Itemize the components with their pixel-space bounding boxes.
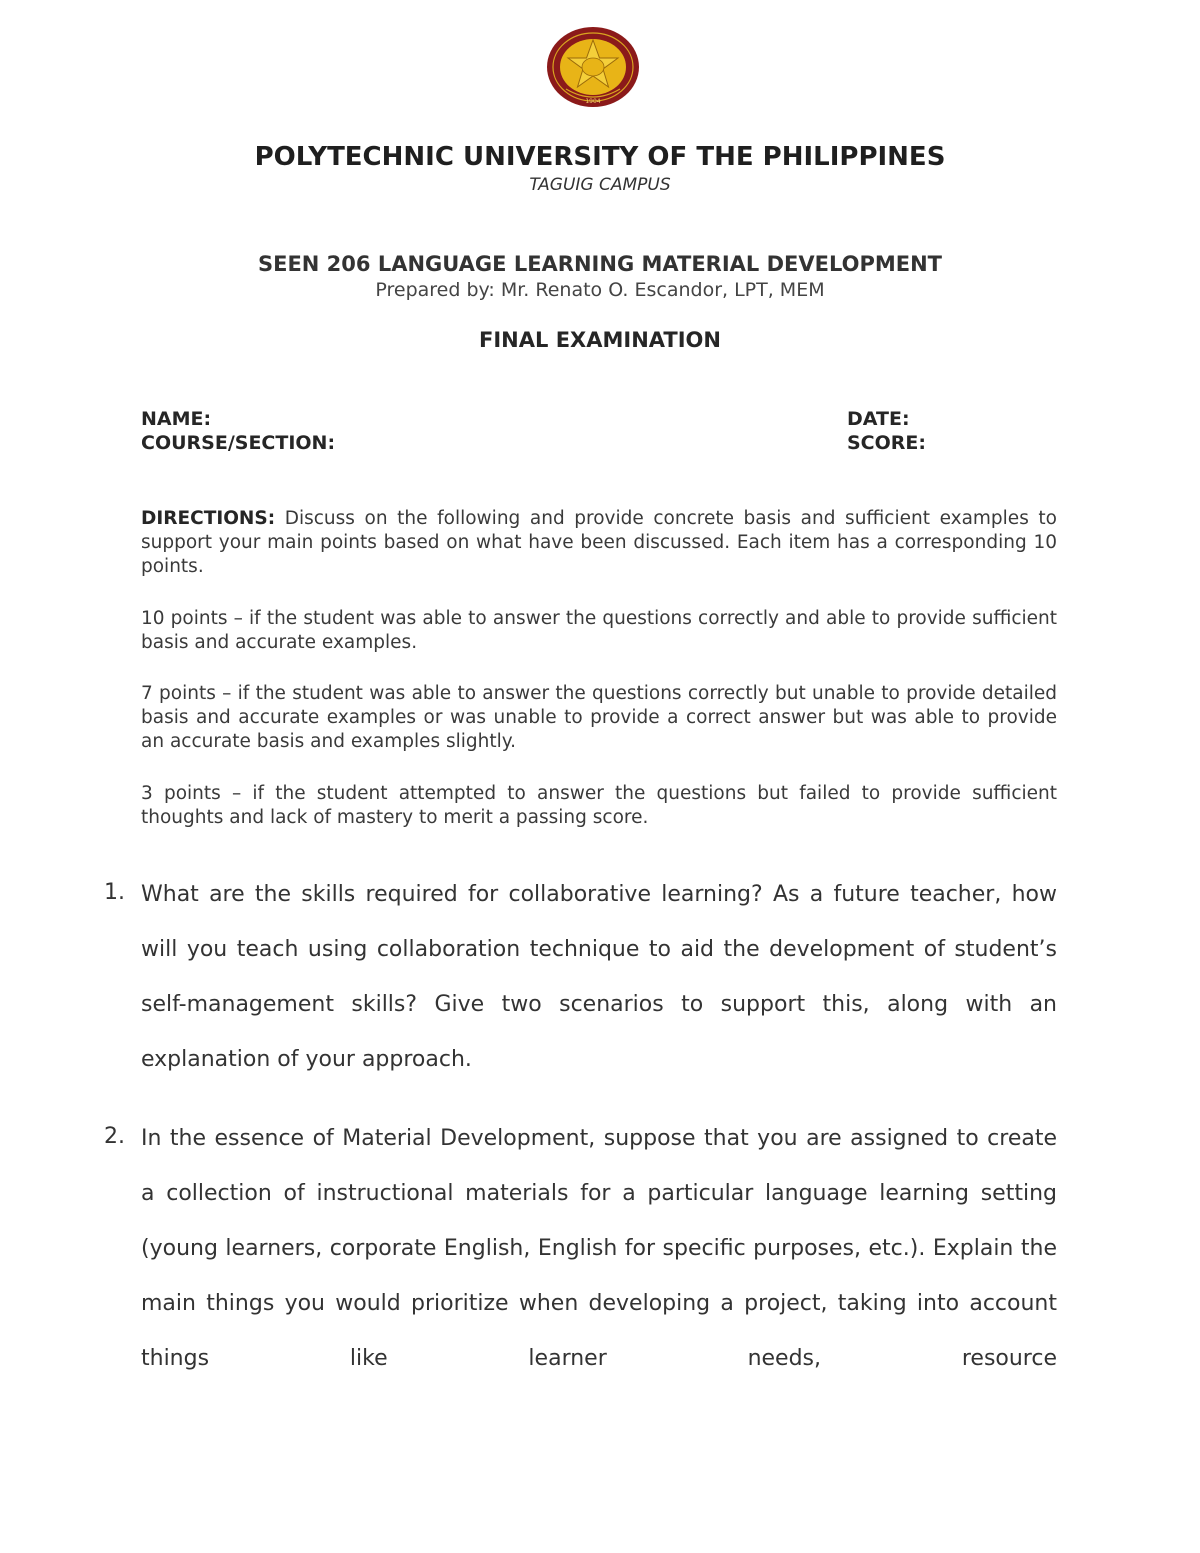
university-name: POLYTECHNIC UNIVERSITY OF THE PHILIPPINES [254, 142, 946, 172]
rubric-7-points: 7 points – if the student was able to answer the questions correctly but unable to provide detailed basis and accurate examples or was unable to provide a correct answer but was able to provide an accurate basis and examples slightly. [141, 683, 1057, 752]
directions-label: DIRECTIONS: [141, 508, 276, 529]
question-1-number: 1. [104, 880, 125, 905]
course-section-field-label: COURSE/SECTION: [141, 432, 336, 454]
question-1-text: What are the skills required for collaborative learning? As a future teacher, how will you teach using collaboration technique to aid the development of student’s self-management skills? Give two scenarios to support this, along with an explanation of your approach. [141, 882, 1057, 1072]
rubric-3-points: 3 points – if the student attempted to answer the questions but failed to provide sufficient thoughts and lack of mastery to merit a passing score. [141, 783, 1057, 828]
question-2-text: In the essence of Material Development, suppose that you are assigned to create a collection of instructional materials for a particular language learning setting (young learners, corporate English, English for specific purposes, etc.). Explain the main things you would prioritize when developing a project, taking into account things like learner needs, resource [141, 1126, 1057, 1371]
score-field-label: SCORE: [847, 432, 926, 454]
campus-name: TAGUIG CAMPUS [529, 175, 671, 195]
university-seal-icon [546, 27, 640, 109]
seal-year: 1904 [585, 98, 601, 105]
directions-paragraph [141, 507, 1057, 579]
rubric-10-points: 10 points – if the student was able to answer the questions correctly and able to provide sufficient basis and accurate examples. [141, 608, 1057, 653]
prepared-by: Prepared by: Mr. Renato O. Escandor, LPT, MEM [375, 279, 825, 301]
course-title: SEEN 206 LANGUAGE LEARNING MATERIAL DEVELOPMENT [257, 252, 943, 276]
name-field-label: NAME: [141, 408, 212, 430]
directions-text: Discuss on the following and provide concrete basis and sufficient examples to support your main points based on what have been discussed. Each item has a corresponding 10 points. [141, 508, 1057, 577]
exam-title: FINAL EXAMINATION [479, 328, 721, 352]
question-2-number: 2. [104, 1124, 125, 1149]
date-field-label: DATE: [847, 408, 910, 430]
